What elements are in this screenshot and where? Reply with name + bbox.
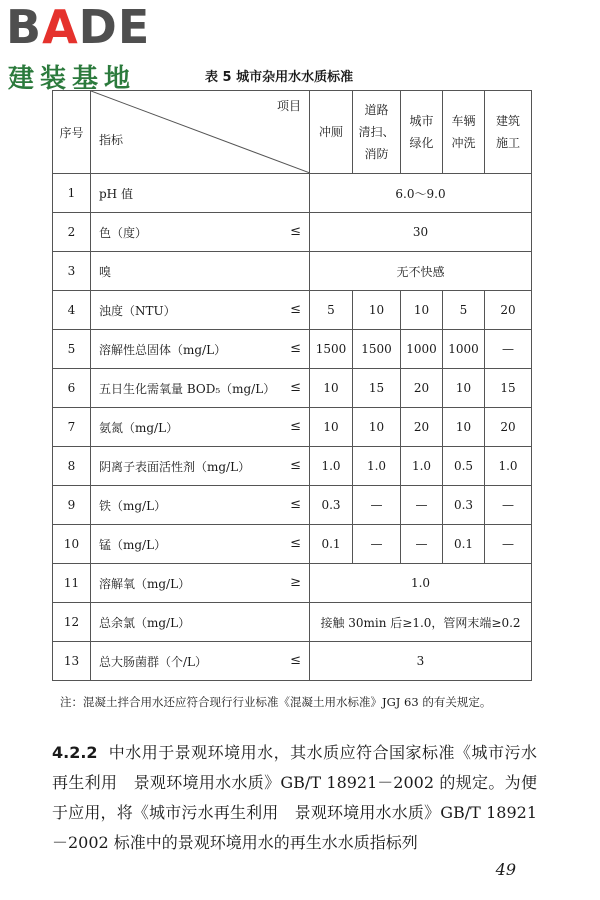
indicator-cell bbox=[91, 408, 310, 447]
merged-value: 无不快感 bbox=[310, 252, 532, 291]
header-col-line: 消防 bbox=[364, 147, 389, 161]
limit-symbol: ≤ bbox=[290, 302, 301, 317]
value-cell: 0.3 bbox=[443, 486, 485, 525]
indicator-name: pH 值 bbox=[99, 186, 133, 201]
merged-value: 6.0～9.0 bbox=[310, 174, 532, 213]
header-seq: 序号 bbox=[53, 91, 91, 174]
water-quality-table bbox=[52, 90, 532, 681]
value-cell: 1500 bbox=[353, 330, 401, 369]
row-number: 3 bbox=[53, 252, 91, 291]
value-cell: — bbox=[353, 525, 401, 564]
indicator-cell bbox=[91, 603, 310, 642]
indicator-name: 总余氯（mg/L） bbox=[99, 615, 191, 630]
indicator-name: 氨氮（mg/L） bbox=[99, 420, 179, 435]
value-cell: — bbox=[401, 525, 443, 564]
limit-symbol: ≤ bbox=[290, 536, 301, 551]
value-cell: 10 bbox=[353, 291, 401, 330]
page-number: 49 bbox=[495, 860, 516, 879]
header-col bbox=[353, 91, 401, 174]
value-cell: 10 bbox=[310, 369, 353, 408]
indicator-cell bbox=[91, 447, 310, 486]
table-row bbox=[53, 486, 532, 525]
value-cell: — bbox=[401, 486, 443, 525]
value-cell: 20 bbox=[401, 408, 443, 447]
value-cell: 15 bbox=[353, 369, 401, 408]
merged-value: 接触 30min 后≥1.0，管网末端≥0.2 bbox=[310, 603, 532, 642]
header-indicator: 指标 bbox=[99, 133, 124, 147]
value-cell: — bbox=[485, 525, 532, 564]
value-cell: 10 bbox=[353, 408, 401, 447]
indicator-cell bbox=[91, 291, 310, 330]
merged-value: 30 bbox=[310, 213, 532, 252]
indicator-name: 浊度（NTU） bbox=[99, 303, 176, 318]
value-cell: 1.0 bbox=[353, 447, 401, 486]
row-number: 5 bbox=[53, 330, 91, 369]
table-row bbox=[53, 213, 532, 252]
value-cell: 20 bbox=[485, 291, 532, 330]
header-col bbox=[310, 91, 353, 174]
merged-value: 3 bbox=[310, 642, 532, 681]
header-col bbox=[401, 91, 443, 174]
indicator-cell bbox=[91, 564, 310, 603]
value-cell: 1500 bbox=[310, 330, 353, 369]
value-cell: 1.0 bbox=[401, 447, 443, 486]
limit-symbol: ≤ bbox=[290, 224, 301, 239]
table-note: 注：混凝土拌合用水还应符合现行行业标准《混凝土用水标准》JGJ 63 的有关规定。 bbox=[60, 695, 492, 709]
indicator-name: 锰（mg/L） bbox=[99, 537, 167, 552]
indicator-cell bbox=[91, 525, 310, 564]
header-col-line: 道路 bbox=[364, 103, 389, 117]
row-number: 4 bbox=[53, 291, 91, 330]
header-col-line: 冲厕 bbox=[318, 125, 343, 139]
value-cell: — bbox=[485, 330, 532, 369]
header-col-line: 清扫、 bbox=[358, 125, 395, 139]
header-col-line: 冲洗 bbox=[451, 136, 476, 150]
table-row bbox=[53, 252, 532, 291]
indicator-name: 嗅 bbox=[99, 264, 112, 279]
indicator-cell bbox=[91, 330, 310, 369]
value-cell: 0.1 bbox=[443, 525, 485, 564]
value-cell: 1.0 bbox=[310, 447, 353, 486]
limit-symbol: ≤ bbox=[290, 497, 301, 512]
row-number: 2 bbox=[53, 213, 91, 252]
row-number: 10 bbox=[53, 525, 91, 564]
value-cell: 5 bbox=[310, 291, 353, 330]
indicator-name: 五日生化需氧量 BOD₅（mg/L） bbox=[99, 381, 276, 396]
row-number: 13 bbox=[53, 642, 91, 681]
row-number: 7 bbox=[53, 408, 91, 447]
merged-value: 1.0 bbox=[310, 564, 532, 603]
table-row bbox=[53, 408, 532, 447]
header-col-line: 车辆 bbox=[451, 114, 476, 128]
clause-number: 4.2.2 bbox=[52, 743, 98, 762]
value-cell: 15 bbox=[485, 369, 532, 408]
value-cell: 0.1 bbox=[310, 525, 353, 564]
value-cell: 1000 bbox=[443, 330, 485, 369]
logo-subtitle: 建装基地 bbox=[8, 64, 137, 94]
row-number: 12 bbox=[53, 603, 91, 642]
row-number: 1 bbox=[53, 174, 91, 213]
value-cell: — bbox=[353, 486, 401, 525]
value-cell: 20 bbox=[401, 369, 443, 408]
header-col-line: 建筑 bbox=[495, 114, 520, 128]
table-row bbox=[53, 525, 532, 564]
indicator-name: 铁（mg/L） bbox=[99, 498, 167, 513]
table-row bbox=[53, 330, 532, 369]
row-number: 11 bbox=[53, 564, 91, 603]
value-cell: 0.5 bbox=[443, 447, 485, 486]
header-col-line: 施工 bbox=[495, 136, 520, 150]
limit-symbol: ≤ bbox=[290, 341, 301, 356]
row-number: 8 bbox=[53, 447, 91, 486]
indicator-cell bbox=[91, 213, 310, 252]
table-header-row bbox=[53, 91, 532, 174]
indicator-name: 溶解氧（mg/L） bbox=[99, 576, 191, 591]
bade-logo bbox=[6, 0, 206, 94]
table-row bbox=[53, 642, 532, 681]
indicator-name: 色（度） bbox=[99, 225, 148, 240]
indicator-cell bbox=[91, 486, 310, 525]
value-cell: 10 bbox=[401, 291, 443, 330]
table-row bbox=[53, 291, 532, 330]
header-col bbox=[443, 91, 485, 174]
paragraph-text: 中水用于景观环境用水，其水质应符合国家标准《城市污水再生利用 景观环境用水水质》GB/T 18921－2002 的规定。为便于应用，将《城市污水再生利用 景观环境用水水质》GB/T 18921－2002 标准中的景观环境用水的再生水水质指标列 bbox=[52, 743, 537, 852]
header-col-line: 绿化 bbox=[409, 136, 434, 150]
value-cell: 1.0 bbox=[485, 447, 532, 486]
indicator-cell bbox=[91, 642, 310, 681]
header-col bbox=[485, 91, 532, 174]
logo-brand: BADE bbox=[6, 0, 151, 54]
row-number: 9 bbox=[53, 486, 91, 525]
indicator-name: 总大肠菌群（个/L） bbox=[99, 654, 208, 669]
limit-symbol: ≥ bbox=[290, 575, 301, 590]
indicator-name: 阴离子表面活性剂（mg/L） bbox=[99, 459, 251, 474]
table-row bbox=[53, 447, 532, 486]
header-col-line: 城市 bbox=[409, 114, 434, 128]
limit-symbol: ≤ bbox=[290, 380, 301, 395]
value-cell: 1000 bbox=[401, 330, 443, 369]
header-diagonal-cell bbox=[91, 91, 310, 174]
table-row bbox=[53, 174, 532, 213]
table-row bbox=[53, 603, 532, 642]
value-cell: 0.3 bbox=[310, 486, 353, 525]
body-paragraph bbox=[52, 738, 537, 858]
limit-symbol: ≤ bbox=[290, 458, 301, 473]
indicator-name: 溶解性总固体（mg/L） bbox=[99, 342, 227, 357]
row-number: 6 bbox=[53, 369, 91, 408]
value-cell: — bbox=[485, 486, 532, 525]
value-cell: 5 bbox=[443, 291, 485, 330]
limit-symbol: ≤ bbox=[290, 653, 301, 668]
indicator-cell bbox=[91, 174, 310, 213]
table-caption: 表 5 城市杂用水水质标准 bbox=[205, 70, 354, 85]
value-cell: 20 bbox=[485, 408, 532, 447]
value-cell: 10 bbox=[443, 408, 485, 447]
header-item: 项目 bbox=[276, 99, 301, 113]
value-cell: 10 bbox=[310, 408, 353, 447]
table-row bbox=[53, 369, 532, 408]
indicator-cell bbox=[91, 252, 310, 291]
value-cell: 10 bbox=[443, 369, 485, 408]
indicator-cell bbox=[91, 369, 310, 408]
limit-symbol: ≤ bbox=[290, 419, 301, 434]
table-row bbox=[53, 564, 532, 603]
